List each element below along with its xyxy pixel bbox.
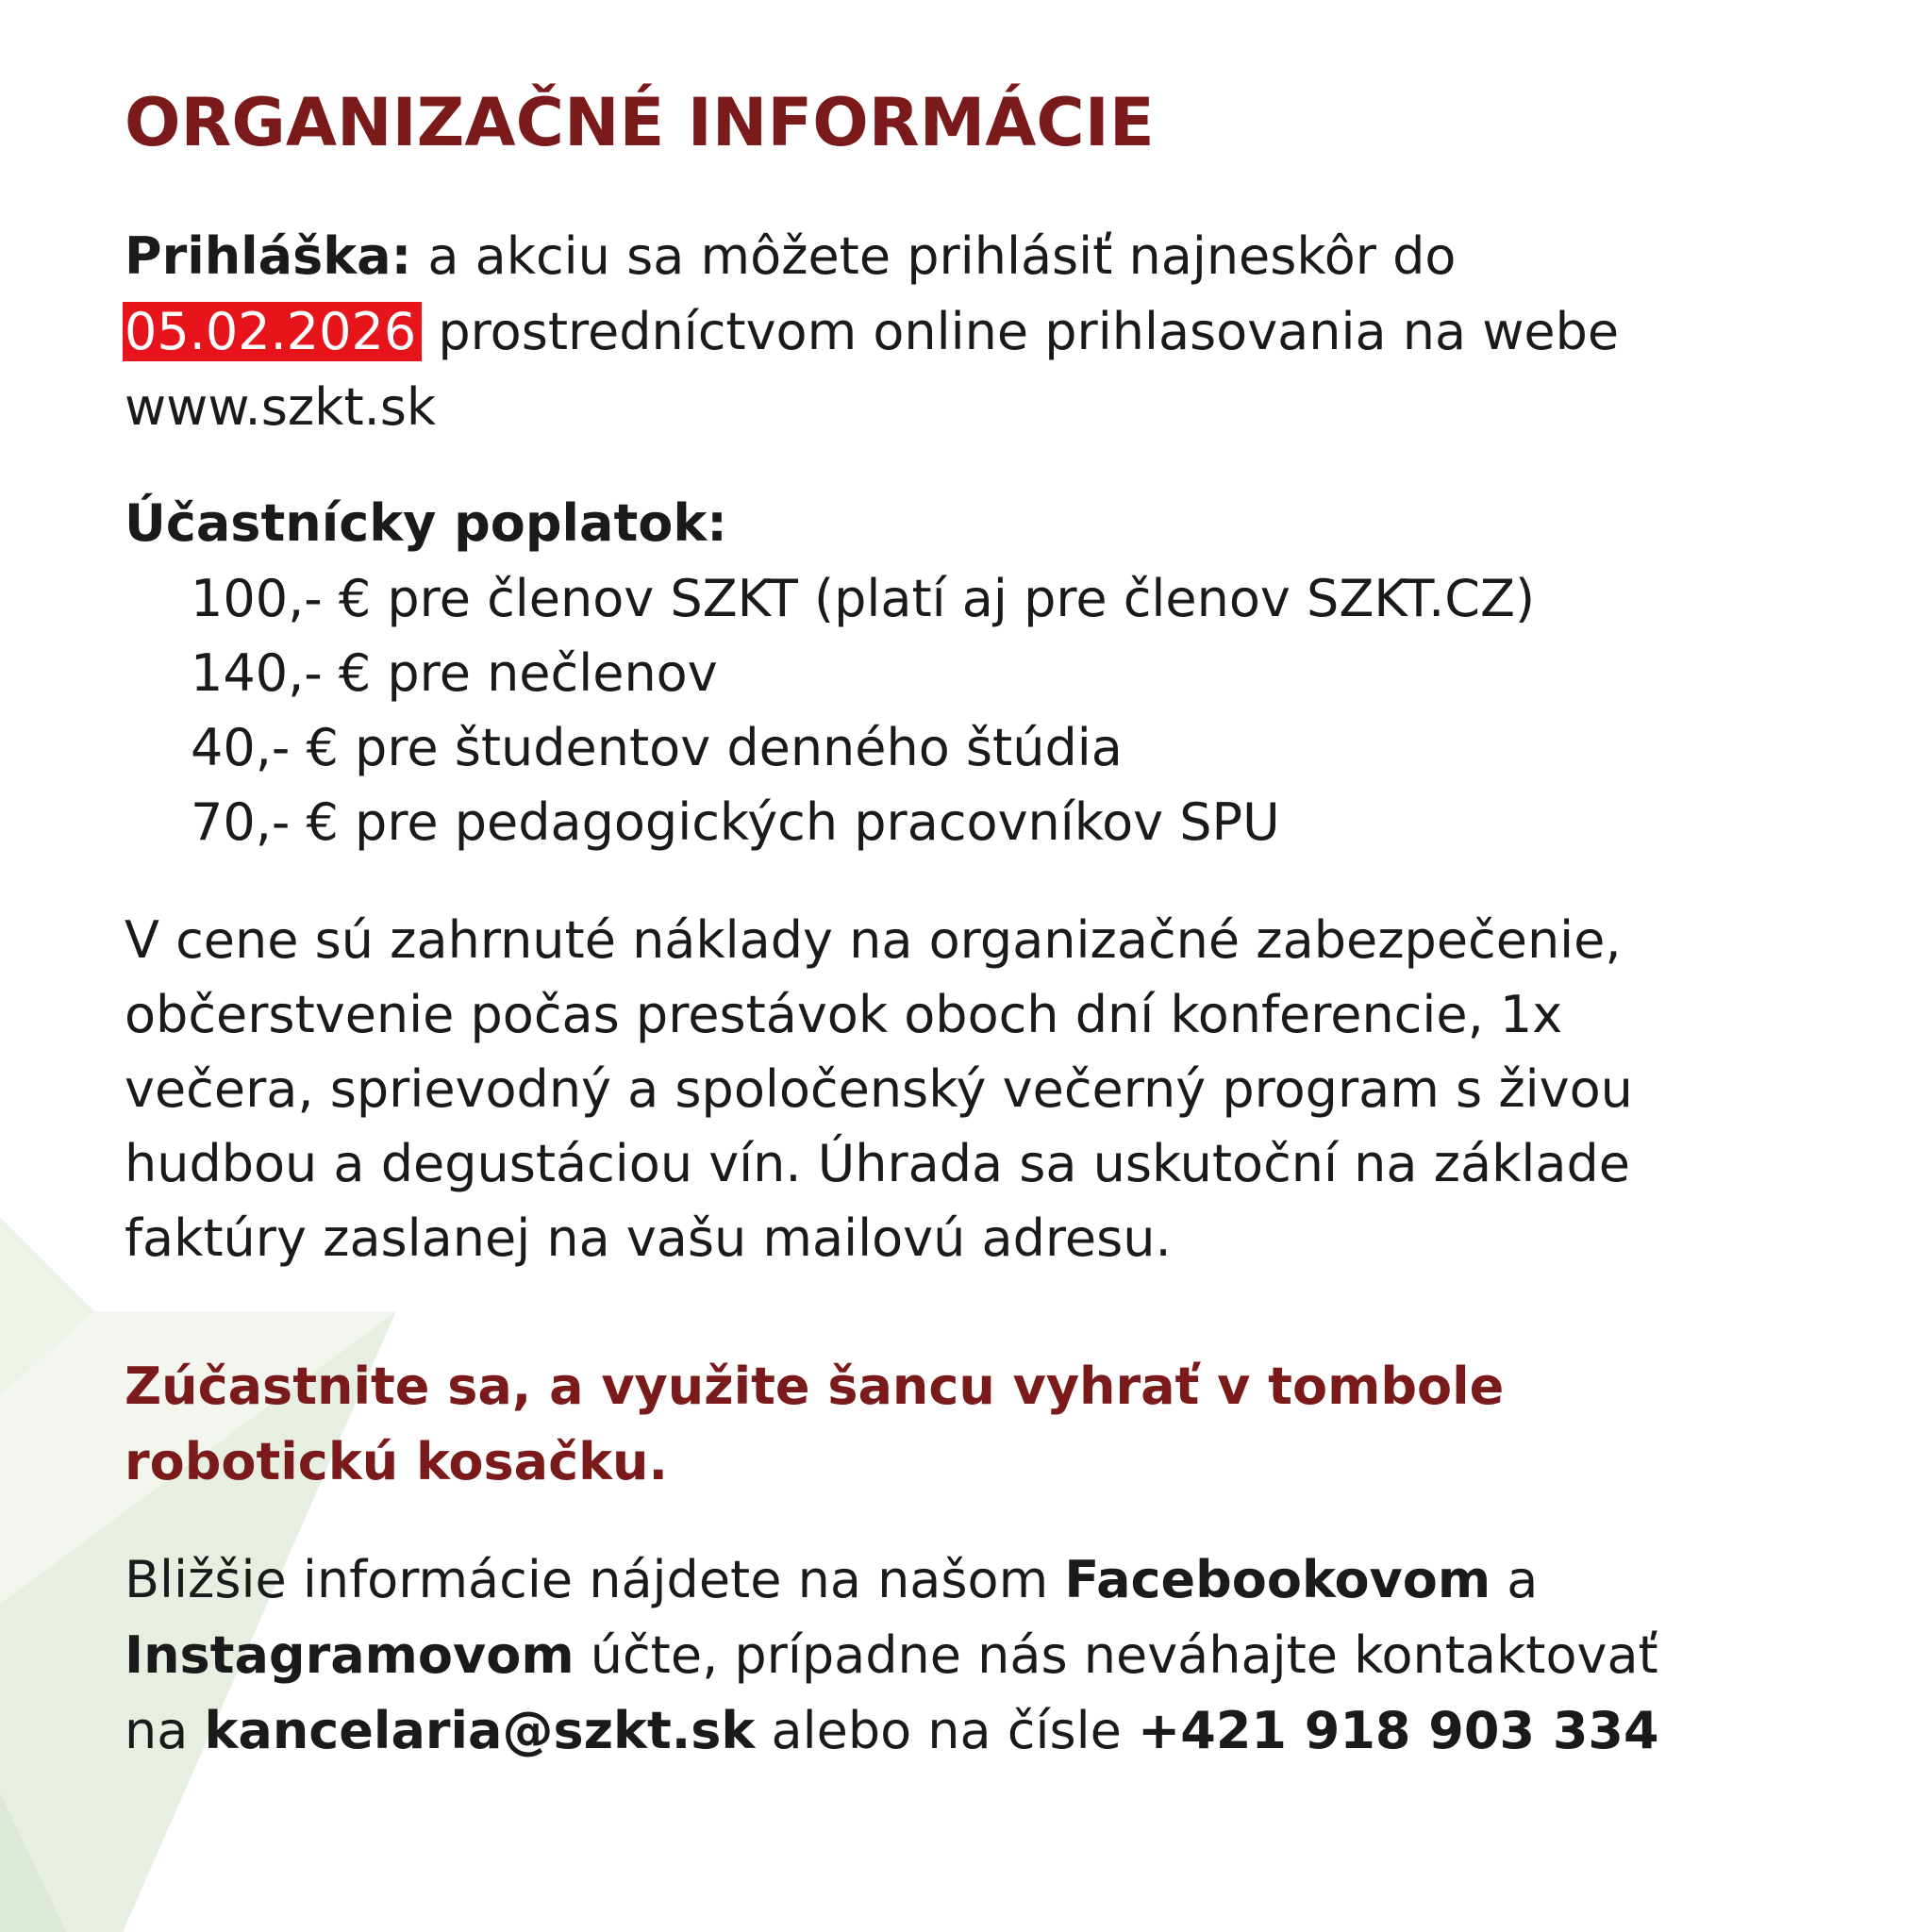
contact-block [125,1542,1659,1769]
fee-list [191,561,1535,859]
contact-text-2: a [1507,1550,1539,1609]
fees-title: Účastnícky poplatok: [125,493,727,553]
price-info-line: faktúry zaslanej na vašu mailovú adresu. [125,1208,1172,1268]
contact-line-1 [125,1542,1659,1618]
promo-line-1: Zúčastnite sa, a využite šancu vyhrať v tombole [125,1357,1505,1416]
registration-label: Prihláška: [125,226,412,286]
registration-line-1 [125,219,1456,294]
price-info-line: občerstvenie počas prestávok oboch dní konferencie, 1x [125,985,1563,1044]
promo-message [125,1349,1504,1500]
contact-text-5: alebo na čísle [771,1701,1122,1760]
fee-item: 40,- € pre študentov denného štúdia [191,718,1123,777]
contact-text-1: Bližšie informácie nájdete na našom [125,1550,1049,1609]
fee-item: 140,- € pre nečlenov [191,643,718,703]
facebook-link[interactable]: Facebookovom [1064,1550,1491,1609]
email-link[interactable]: kancelaria@szkt.sk [204,1701,756,1760]
promo-line-2: robotickú kosačku. [125,1432,668,1491]
deadline-badge: 05.02.2026 [123,302,422,361]
website-link[interactable]: www.szkt.sk [125,377,437,437]
contact-line-3 [125,1693,1659,1769]
phone-number[interactable]: +421 918 903 334 [1138,1701,1659,1760]
price-info-line: V cene sú zahrnuté náklady na organizačné zabezpečenie, [125,910,1622,970]
registration-text-1: a akciu sa môžete prihlásiť najneskôr do [427,226,1457,286]
fee-item: 100,- € pre členov SZKT (platí aj pre členov SZKT.CZ) [191,569,1536,628]
contact-text-4: na [125,1701,189,1760]
registration-text-2: prostredníctvom online prihlasovania na webe [438,302,1620,361]
contact-line-2 [125,1618,1659,1693]
page-title: ORGANIZAČNÉ INFORMÁCIE [125,84,1155,161]
instagram-link[interactable]: Instagramovom [125,1625,575,1685]
contact-text-3: účte, prípadne nás neváhajte kontaktovať [590,1625,1658,1685]
fee-item: 70,- € pre pedagogických pracovníkov SPU [191,792,1280,852]
registration-line-3 [125,370,436,445]
price-info-line: hudbou a degustáciou vín. Úhrada sa uskutoční na základe [125,1134,1630,1193]
price-info-line: večera, sprievodný a spoločenský večerný program s živou [125,1059,1633,1119]
registration-line-2 [125,294,1619,370]
